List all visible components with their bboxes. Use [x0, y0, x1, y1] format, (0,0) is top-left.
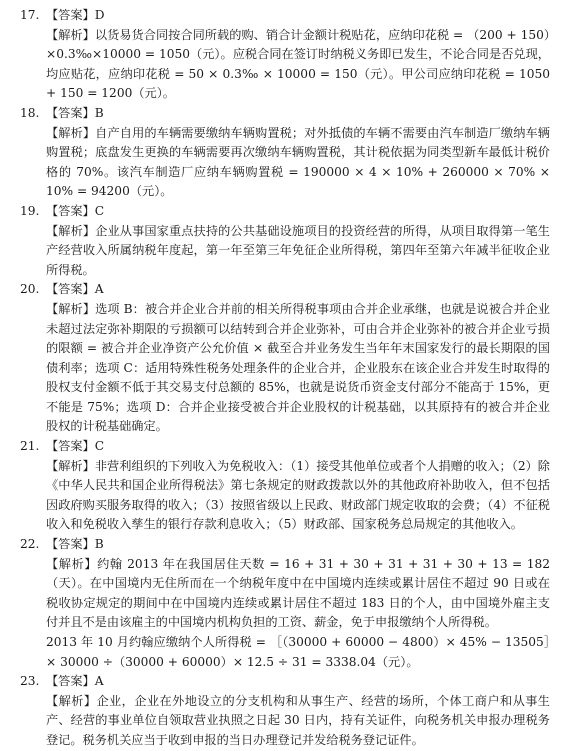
answer-label: 【答案】A [46, 282, 104, 297]
answer-item-21 [20, 437, 550, 535]
answer-label: 【答案】D [46, 8, 105, 22]
explanation-paragraph: 【解析】企业从事国家重点扶持的公共基础设施项目的投资经营的所得，从项目取得第一笔生产经营收入所属纳税年度起，第一年至第三年免征企业所得税，第四年至第六年减半征收企业所得税。 [46, 223, 550, 277]
answer-item-23 [20, 672, 550, 750]
item-number: 17. [20, 8, 40, 22]
explanation-paragraph: 【解析】选项 B：被合并企业合并前的相关所得税事项由合并企业承继，也就是说被合并企业未超过法定弥补期限的亏损额可以结转到合并企业弥补，可由合并企业弥补的被合并企业亏损的限额 = 被合并企业净资产公允价值 × 截至合并业务发生当年年末国家发行的最长期限的国债利率；选项 C：适用特殊性税务处理条件的企业合并，企业股东在该企业合并发生时取得的股权支付金额不低于其交易支付总额的 85%，也就是说货币资金支付部分不能高于 15%，更不能是 75%；选项 D：合并企业接受被合并企业股权的计税基础，以其原持有的被合并企业股权的计税基础确定。 [46, 301, 550, 434]
item-number: 23. [20, 674, 40, 689]
answer-item-17 [20, 6, 550, 104]
answer-label: 【答案】B [46, 537, 104, 552]
explanation-paragraph: 【解析】自产自用的车辆需要缴纳车辆购置税；对外抵债的车辆不需要由汽车制造厂缴纳车辆购置税；底盘发生更换的车辆需要再次缴纳车辆购置税，其计税依据为同类型新车最低计税价格的 70%。该汽车制造厂应纳车辆购置税 = 190000 × 4 × 10% + 260000 × 70% × 10% = 94200（元）。 [46, 125, 550, 199]
explanation-paragraph: 【解析】约翰 2013 年在我国居住天数 = 16 + 31 + 30 + 31 + 31 + 30 + 13 = 182（天）。在中国境内无住所而在一个纳税年度中在中国境内连续或累计居住不超过 90 日或在税收协定规定的期间中在中国境内连续或累计居住不超过 183 日的个人，由中国境外雇主支付并且不是由该雇主的中国境内机构负担的工资、薪金，免于申报缴纳个人所得税。 [46, 556, 550, 630]
answer-item-20 [20, 280, 550, 437]
item-number: 18. [20, 105, 40, 120]
calculation-paragraph: 2013 年 10 月约翰应缴纳个人所得税 = ［（30000 + 60000 − 4800）× 45% − 13505］× 30000 ÷（30000 + 60000）× 12.5 ÷ 31 = 3338.04（元）。 [46, 635, 550, 669]
explanation-paragraph: 【解析】以货易货合同按合同所载的购、销合计金额计税贴花，应纳印花税 = （200 + 150）×0.3‰×10000 = 1050（元）。应税合同在签订时纳税义务即已发生，不论合同是否兑现，均应贴花，应纳印花税 = 50 × 0.3‰ × 10000 = 150（元）。甲公司应纳印花税 = 1050 + 150 = 1200（元）。 [46, 27, 550, 101]
answer-label: 【答案】A [46, 674, 104, 689]
answer-label: 【答案】B [46, 105, 104, 120]
item-number: 20. [20, 282, 40, 297]
item-number: 22. [20, 537, 40, 552]
answer-item-22 [20, 535, 550, 672]
answer-label: 【答案】C [46, 203, 105, 218]
answer-label: 【答案】C [46, 439, 105, 454]
explanation-paragraph: 【解析】非营利组织的下列收入为免税收入：（1）接受其他单位或者个人捐赠的收入；（2）除《中华人民共和国企业所得税法》第七条规定的财政拨款以外的其他政府补助收入，但不包括因政府购买服务取得的收入；（3）按照省级以上民政、财政部门规定收取的会费；（4）不征税收入和免税收入孳生的银行存款利息收入；（5）财政部、国家税务总局规定的其他收入。 [46, 458, 550, 532]
explanation-paragraph: 【解析】企业，企业在外地设立的分支机构和从事生产、经营的场所，个体工商户和从事生产、经营的事业单位自领取营业执照之日起 30 日内，持有关证件，向税务机关申报办理税务登记。税务机关应当于收到申报的当日办理登记并发给税务登记证件。 [46, 693, 550, 747]
item-number: 21. [20, 439, 40, 454]
answer-item-18 [20, 104, 550, 202]
item-number: 19. [20, 203, 40, 218]
answer-item-19 [20, 202, 550, 280]
